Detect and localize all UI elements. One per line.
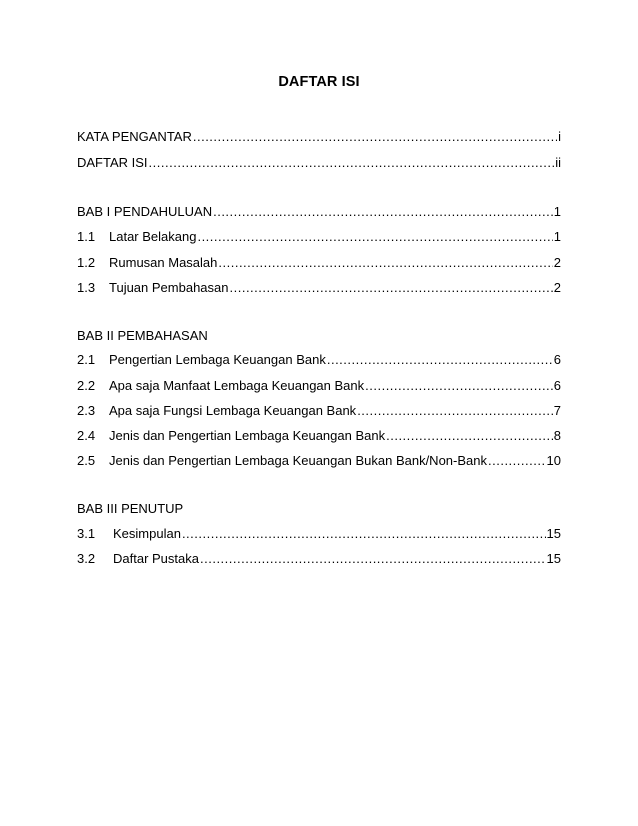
toc-entry-3-1[interactable] xyxy=(77,525,561,543)
page-title: DAFTAR ISI xyxy=(278,74,360,90)
dot-leader xyxy=(149,154,555,172)
dot-leader xyxy=(218,254,552,272)
toc-entry-1-3[interactable] xyxy=(77,279,561,297)
toc-entry-bab-1[interactable] xyxy=(77,203,561,221)
toc-entry-3-2[interactable] xyxy=(77,550,561,568)
toc-entry-label: Tujuan Pembahasan xyxy=(109,280,229,295)
toc-entry-page: i xyxy=(558,129,561,144)
toc-heading-bab-3[interactable]: BAB III PENUTUP xyxy=(77,501,184,516)
toc-entry-2-5[interactable] xyxy=(77,452,561,470)
dot-leader xyxy=(193,128,557,146)
toc-heading-bab-2[interactable]: BAB II PEMBAHASAN xyxy=(77,328,208,343)
toc-entry-number: 2.1 xyxy=(77,352,96,367)
toc-entry-number: 2.4 xyxy=(77,428,96,443)
toc-entry-number: 2.5 xyxy=(77,453,96,468)
dot-leader xyxy=(488,452,546,470)
dot-leader xyxy=(182,525,546,543)
toc-entry-label: Kesimpulan xyxy=(113,526,181,541)
dot-leader xyxy=(213,203,553,221)
toc-entry-page: 2 xyxy=(553,255,561,270)
dot-leader xyxy=(200,550,546,568)
toc-entry-2-4[interactable] xyxy=(77,427,561,445)
toc-entry-label: KATA PENGANTAR xyxy=(77,129,192,144)
toc-entry-page: 8 xyxy=(553,428,561,443)
toc-entry-label: Jenis dan Pengertian Lembaga Keuangan Bank xyxy=(109,428,386,443)
toc-entry-number: 2.2 xyxy=(77,378,96,393)
toc-entry-page: 1 xyxy=(553,204,561,219)
toc-entry-page: 6 xyxy=(553,352,561,367)
toc-entry-daftar-isi[interactable] xyxy=(77,154,561,172)
toc-entry-label: Rumusan Masalah xyxy=(109,255,218,270)
dot-leader xyxy=(197,228,552,246)
dot-leader xyxy=(230,279,553,297)
toc-entry-label: Latar Belakang xyxy=(109,229,197,244)
toc-entry-label: Daftar Pustaka xyxy=(113,551,199,566)
toc-entry-2-3[interactable] xyxy=(77,402,561,420)
toc-entry-2-2[interactable] xyxy=(77,377,561,395)
dot-leader xyxy=(327,351,553,369)
toc-entry-label: Apa saja Fungsi Lembaga Keuangan Bank xyxy=(109,403,357,418)
toc-entry-number: 2.3 xyxy=(77,403,96,418)
toc-entry-page: 15 xyxy=(546,551,561,566)
toc-entry-1-2[interactable] xyxy=(77,254,561,272)
toc-entry-label: DAFTAR ISI xyxy=(77,155,148,170)
toc-entry-label: BAB I PENDAHULUAN xyxy=(77,204,213,219)
toc-entry-label: Apa saja Manfaat Lembaga Keuangan Bank xyxy=(109,378,365,393)
toc-entry-page: 10 xyxy=(546,453,561,468)
toc-entry-number: 3.2 xyxy=(77,551,96,566)
toc-entry-number: 1.3 xyxy=(77,280,96,295)
toc-entry-number: 1.2 xyxy=(77,255,96,270)
toc-entry-label: Pengertian Lembaga Keuangan Bank xyxy=(109,352,326,367)
toc-entry-1-1[interactable] xyxy=(77,228,561,246)
dot-leader xyxy=(386,427,553,445)
toc-entry-page: 2 xyxy=(553,280,561,295)
toc-entry-page: ii xyxy=(555,155,561,170)
toc-entry-kata-pengantar[interactable] xyxy=(77,128,561,146)
dot-leader xyxy=(365,377,553,395)
toc-entry-2-1[interactable] xyxy=(77,351,561,369)
toc-entry-page: 6 xyxy=(553,378,561,393)
toc-entry-number: 3.1 xyxy=(77,526,96,541)
toc-entry-number: 1.1 xyxy=(77,229,96,244)
dot-leader xyxy=(357,402,553,420)
toc-entry-page: 1 xyxy=(553,229,561,244)
toc-entry-page: 15 xyxy=(546,526,561,541)
toc-entry-label: Jenis dan Pengertian Lembaga Keuangan Bukan Bank/Non-Bank xyxy=(109,453,487,468)
toc-entry-page: 7 xyxy=(553,403,561,418)
